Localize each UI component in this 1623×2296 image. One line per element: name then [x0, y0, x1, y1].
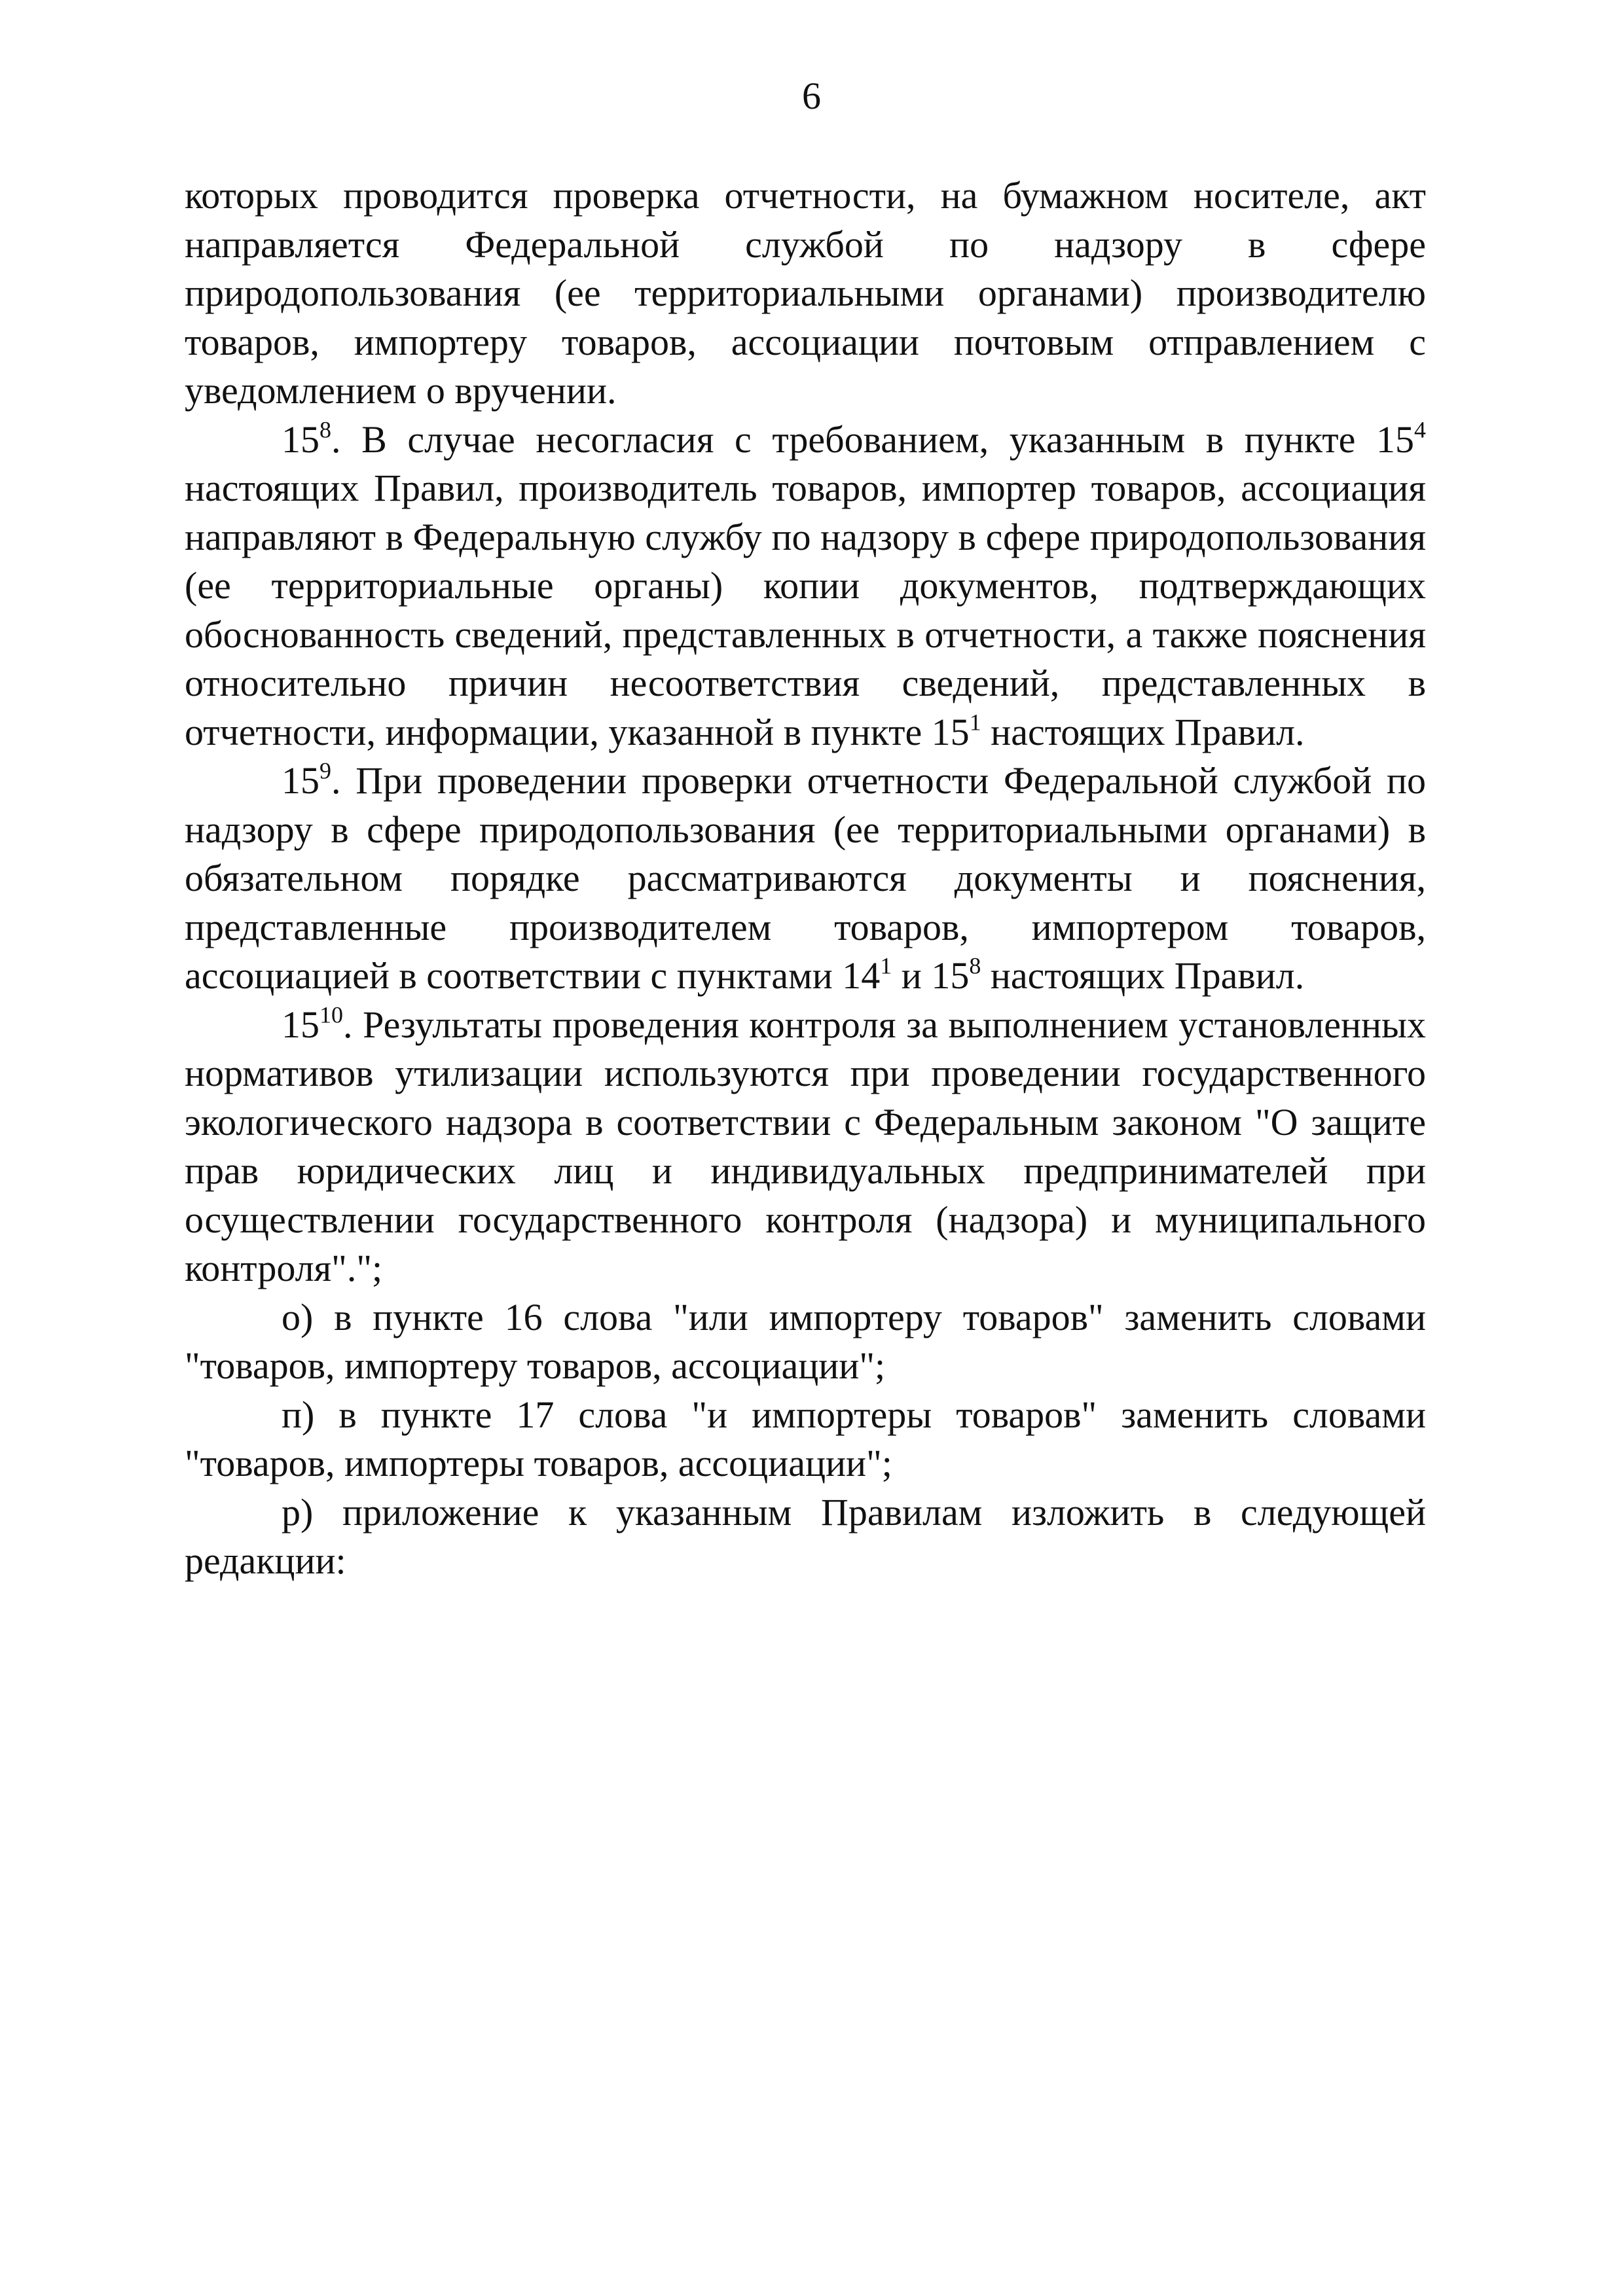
paragraph-clause-15-10 — [185, 1001, 1426, 1293]
superscript: 9 — [319, 757, 331, 784]
clause-number: 15 — [282, 759, 319, 802]
paragraph-text: . Результаты проведения контроля за выполнением установленных нормативов утилизации используются при проведении государственного экологического надзора в соответствии с Федеральным законом "О защите прав юридических лиц и индивидуальных предпринимателей при осуществлении государственного контроля (надзора) и муниципального контроля"."; — [185, 1003, 1426, 1289]
paragraph-text: п) в пункте 17 слова "и импортеры товаров" заменить словами "товаров, импортеры товаров, ассоциации"; — [185, 1393, 1426, 1484]
superscript: 4 — [1414, 416, 1426, 443]
paragraph-item-o — [185, 1293, 1426, 1391]
paragraph-text: . При проведении проверки отчетности Федеральной службой по надзору в сфере природопользования (ее территориальными органами) в обязательном порядке рассматриваются документы и пояснения, представленные производителем товаров, импортером товаров, ассоциацией в соответствии с пунктами 14 — [185, 759, 1426, 997]
superscript: 1 — [880, 952, 892, 979]
paragraph-text: и 15 — [892, 954, 970, 997]
paragraph-text: о) в пункте 16 слова "или импортеру товаров" заменить словами "товаров, импортеру товаров, ассоциации"; — [185, 1295, 1426, 1387]
paragraph-clause-15-9 — [185, 757, 1426, 1001]
document-text-body — [185, 171, 1426, 1586]
paragraph-text: настоящих Правил. — [981, 954, 1305, 997]
paragraph-text: . В случае несогласия с требованием, указанным в пункте 15 — [331, 418, 1415, 461]
paragraph-text: которых проводится проверка отчетности, на бумажном носителе, акт направляется Федеральной службой по надзору в сфере природопользования (ее территориальными органами) производителю товаров, импортеру товаров, ассоциации почтовым отправлением с уведомлением о вручении. — [185, 174, 1426, 412]
clause-number: 15 — [282, 1003, 319, 1046]
superscript: 10 — [319, 1001, 343, 1028]
page-number: 6 — [802, 75, 821, 117]
clause-number: 15 — [282, 418, 319, 461]
superscript: 8 — [319, 416, 331, 443]
paragraph-item-r — [185, 1488, 1426, 1586]
paragraph-text: р) приложение к указанным Правилам изложить в следующей редакции: — [185, 1490, 1426, 1582]
paragraph-text: настоящих Правил, производитель товаров, импортер товаров, ассоциация направляют в Федеральную службу по надзору в сфере природопользования (ее территориальные органы) копии документов, подтверждающих обоснованность сведений, представленных в отчетности, а также пояснения относительно причин несоответствия сведений, представленных в отчетности, информации, указанной в пункте 15 — [185, 467, 1426, 753]
paragraph-clause-15-8 — [185, 416, 1426, 757]
superscript: 8 — [969, 952, 981, 979]
superscript: 1 — [969, 709, 981, 736]
paragraph-continuation — [185, 171, 1426, 416]
paragraph-item-p — [185, 1391, 1426, 1488]
paragraph-text: настоящих Правил. — [981, 710, 1305, 753]
